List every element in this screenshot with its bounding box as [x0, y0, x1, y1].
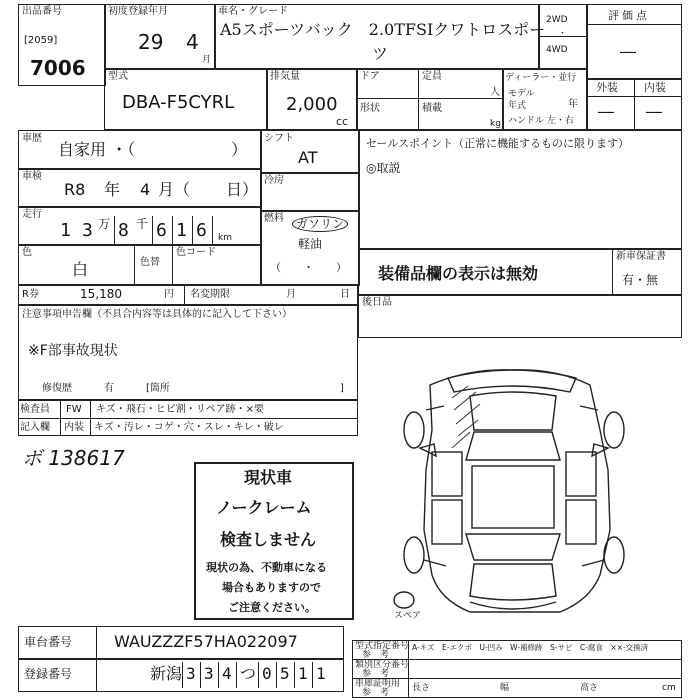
first-reg-month-unit: 月: [202, 55, 212, 65]
inspector-in-text: キズ・汚レ・コゲ・穴・スレ・キレ・破レ: [94, 422, 284, 433]
registration-n7: 1: [316, 664, 326, 683]
recycle-label: R券: [22, 289, 39, 300]
repair-location-label: [箇所: [146, 383, 170, 394]
mileage-digit-6: 6: [196, 220, 207, 241]
chassis-value: WAUZZZF57HA022097: [114, 632, 298, 651]
fuel-paren: （ ・ ）: [270, 261, 347, 274]
stamp-line-2: 検査しません: [220, 530, 317, 549]
warranty-value: 有・無: [622, 273, 659, 287]
legend-row1-codes: A-キズ E-エクボ U-凹み W-補修跡 S-サビ C-腐食 ××-交換済: [412, 643, 649, 652]
mileage-label: 走行: [22, 209, 42, 220]
model-value-cont: ツ: [372, 44, 389, 63]
inspection-month-unit: 月（: [158, 180, 191, 199]
registration-n3: 4: [222, 664, 232, 683]
deadline-month-unit: 月: [286, 289, 296, 300]
recycle-box: [18, 284, 358, 306]
color-code-label: 色コード: [176, 247, 216, 258]
shift-value: AT: [298, 148, 318, 167]
model-value: A5スポーツバック 2.0TFSIクワトロスポー: [220, 20, 546, 39]
mileage-digit-1: 1: [60, 220, 71, 241]
sales-value: ◎取説: [366, 161, 401, 175]
model-label: 車名・グレード: [218, 6, 288, 17]
registration-n6: 1: [298, 664, 308, 683]
repair-location-end: ]: [340, 383, 344, 394]
registration-n5: 5: [280, 664, 290, 683]
ac-label: 冷房: [264, 175, 284, 186]
capacity-unit: 人: [490, 87, 500, 98]
fuel-gasoline: ガソリン: [292, 216, 348, 232]
chassis-label: 車台番号: [24, 635, 73, 649]
inspector-in: 内装: [64, 422, 84, 433]
repair-value: 有: [104, 383, 114, 394]
color-value: 白: [72, 260, 89, 279]
inspector-label-1: 検査員: [20, 404, 50, 415]
equipment-notice: 装備品欄の表示は無効: [378, 264, 539, 283]
displacement-label: 排気量: [270, 71, 300, 82]
exterior-label: 外装: [596, 81, 618, 94]
color-change-label: 色替: [140, 257, 160, 268]
first-reg-month: 4: [186, 30, 199, 54]
shape-label: 形状: [360, 103, 380, 114]
inspection-era: R8: [64, 180, 86, 199]
mileage-digit-5: 1: [176, 220, 187, 241]
model-year-unit: 年: [568, 99, 578, 110]
fuel-diesel: 軽油: [298, 237, 323, 251]
mileage-man: 万: [98, 217, 111, 231]
registration-n4: 0: [262, 664, 272, 683]
type-label: 型式: [108, 71, 128, 82]
stamp-line-1: ノークレーム: [216, 498, 312, 517]
legend-row3-label: 車庫証明用: [355, 679, 401, 689]
drive-4wd: 4WD: [546, 45, 568, 55]
inspection-day-unit: 日）: [226, 180, 259, 199]
sales-label: セールスポイント（正常に機能するものに限ります）: [366, 137, 630, 150]
stamp-note-1: 現状の為、不動車になる: [206, 561, 327, 574]
repair-label: 修復歴: [42, 383, 72, 394]
legend-row3-length: 長さ: [412, 683, 431, 693]
shift-label: シフト: [264, 133, 294, 144]
stamp-note-2: 場合もありますので: [222, 581, 321, 594]
registration-kana: つ: [240, 664, 257, 683]
fuel-label: 燃料: [264, 213, 284, 224]
displacement-value: 2,000: [286, 94, 338, 115]
mileage-sen: 千: [136, 217, 149, 231]
load-unit: kg: [490, 119, 501, 129]
later-docs-label: 後日品: [362, 297, 392, 308]
inspector-fw: FW: [66, 404, 82, 415]
deadline-label: 名変期限: [190, 289, 230, 300]
eval-value: ―: [620, 42, 636, 61]
legend-row3-width: 幅: [500, 683, 510, 693]
registration-area: 新潟: [150, 664, 183, 683]
displacement-unit: cc: [336, 115, 349, 128]
later-box: [358, 294, 682, 338]
lot-label: 出品番号: [22, 6, 62, 17]
exterior-value: ―: [598, 102, 614, 121]
stamp-note-3: ご注意ください。: [228, 601, 316, 614]
history-value: 自家用 ・（ ）: [58, 140, 248, 159]
model-year-label2: 年式: [508, 101, 527, 111]
first-reg-year: 29: [138, 30, 164, 54]
capacity-label: 定員: [422, 71, 442, 82]
type-value: DBA-F5CYRL: [122, 92, 235, 113]
legend-row1-label: 型式指定番号: [355, 641, 410, 651]
registration-label: 登録番号: [24, 667, 73, 681]
recycle-value: 15,180: [80, 287, 122, 301]
legend-row2-label: 類別区分番号: [355, 660, 410, 670]
mileage-digit-3: 8: [118, 220, 129, 241]
dealer-label: ディーラー・並行: [505, 73, 577, 83]
mileage-unit: km: [218, 233, 232, 243]
recycle-unit: 円: [164, 289, 174, 300]
door-label: ドア: [360, 71, 380, 82]
first-reg-label: 初度登録年月: [108, 6, 168, 17]
warranty-label: 新車保証書: [616, 251, 666, 262]
handle-label: ハンドル 左・右: [508, 116, 574, 126]
legend-row3-sub: 参 考: [362, 688, 390, 698]
registration-n1: 3: [186, 664, 196, 683]
load-label: 積載: [422, 103, 442, 114]
color-label: 色: [22, 247, 32, 258]
interior-label: 内装: [644, 81, 666, 94]
inspection-year-unit: 年: [104, 180, 121, 199]
inspection-month: 4: [140, 180, 151, 199]
drive-2wd: 2WD: [546, 15, 568, 25]
notes-text: ※F部事故現状: [28, 343, 118, 359]
mileage-digit-4: 6: [156, 220, 167, 241]
mileage-digit-2: 3: [82, 220, 93, 241]
interior-value: ―: [646, 102, 662, 121]
inspector-label-2: 記入欄: [20, 422, 50, 433]
legend-row3-unit: cm: [662, 683, 676, 693]
model-year-label1: モデル: [508, 89, 535, 99]
eval-label: 評価点: [608, 9, 650, 22]
stamp-title: 現状車: [244, 468, 293, 487]
handwritten-number: ボ 138617: [22, 446, 125, 470]
legend-row2-sub: 参 考: [362, 669, 390, 679]
drive-dot: ・: [558, 29, 568, 39]
legend-row3-height: 高さ: [580, 683, 599, 693]
inspection-label: 車検: [22, 171, 42, 182]
lot-number: 7006: [30, 56, 86, 80]
lot-code: [2059]: [24, 35, 58, 46]
spare-label: スペア: [394, 611, 422, 621]
notes-label: 注意事項申告欄（不具合内容等は具体的に記入して下さい）: [22, 309, 292, 320]
legend-row1-sub: 参 考: [362, 650, 390, 660]
history-label: 車歴: [22, 133, 42, 144]
inspector-fw-text: キズ・飛石・ヒビ割・リペア跡・×要: [96, 404, 264, 415]
registration-n2: 3: [204, 664, 214, 683]
deadline-day-unit: 日: [340, 289, 350, 300]
